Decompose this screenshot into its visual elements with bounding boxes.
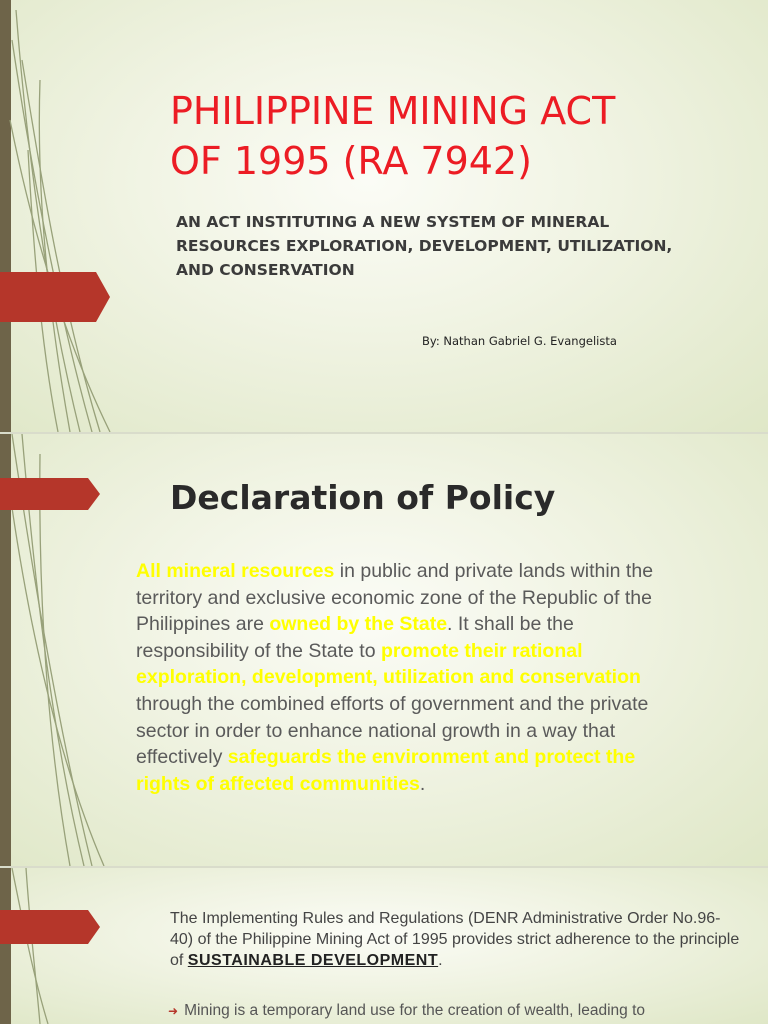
subtitle-line-1: AN ACT INSTITUTING A NEW SYSTEM OF MINERAL	[176, 213, 610, 231]
subtitle-line-3: AND CONSERVATION	[176, 261, 355, 279]
presentation-subtitle	[176, 210, 736, 282]
highlight-text: All mineral resources	[136, 560, 335, 582]
presentation-title	[170, 86, 730, 186]
grass-decoration	[0, 0, 140, 432]
body-text: . It shall be the responsibility of the State to	[136, 613, 574, 662]
slide-2	[0, 434, 768, 866]
emphasis-text: SUSTAINABLE DEVELOPMENT	[187, 952, 439, 969]
subtitle-line-2: RESOURCES EXPLORATION, DEVELOPMENT, UTILIZATION,	[176, 237, 673, 255]
highlight-text: safeguards the environment and protect the rights of affected communities	[136, 746, 636, 795]
irr-paragraph	[170, 908, 740, 971]
grass-decoration	[0, 868, 140, 1024]
arrow-bullet-icon: ➜	[168, 1004, 179, 1018]
author-byline: By: Nathan Gabriel G. Evangelista	[422, 334, 617, 348]
highlight-text: owned by the State	[269, 613, 448, 636]
title-line-2: OF 1995 (RA 7942)	[170, 139, 532, 183]
body-text: .	[419, 772, 426, 795]
bullet-item	[168, 1002, 748, 1020]
policy-paragraph	[136, 558, 676, 797]
highlight-text: promote their rational exploration, development, utilization and conservation	[136, 639, 641, 689]
bullet-text: Mining is a temporary land use for the creation of wealth, leading to	[184, 1002, 646, 1019]
slide-heading: Declaration of Policy	[170, 478, 556, 517]
body-text: .	[438, 952, 443, 969]
body-text: The Implementing Rules and Regulations (DENR Administrative Order No.96-40) of the Philippine Mining Act of 1995 provides strict adherence to the principle of	[170, 910, 740, 969]
red-tab-marker	[0, 910, 102, 944]
title-line-1: PHILIPPINE MINING ACT	[170, 89, 616, 133]
red-tab-marker	[0, 478, 102, 510]
red-tab-marker	[0, 272, 112, 322]
slide-3	[0, 868, 768, 1024]
body-text: through the combined efforts of government and the private sector in order to enhance national growth in a way that effectively	[136, 692, 649, 769]
body-text: in public and private lands within the territory and exclusive economic zone of the Republic of the Philippines are	[136, 560, 654, 636]
slide-1	[0, 0, 768, 432]
